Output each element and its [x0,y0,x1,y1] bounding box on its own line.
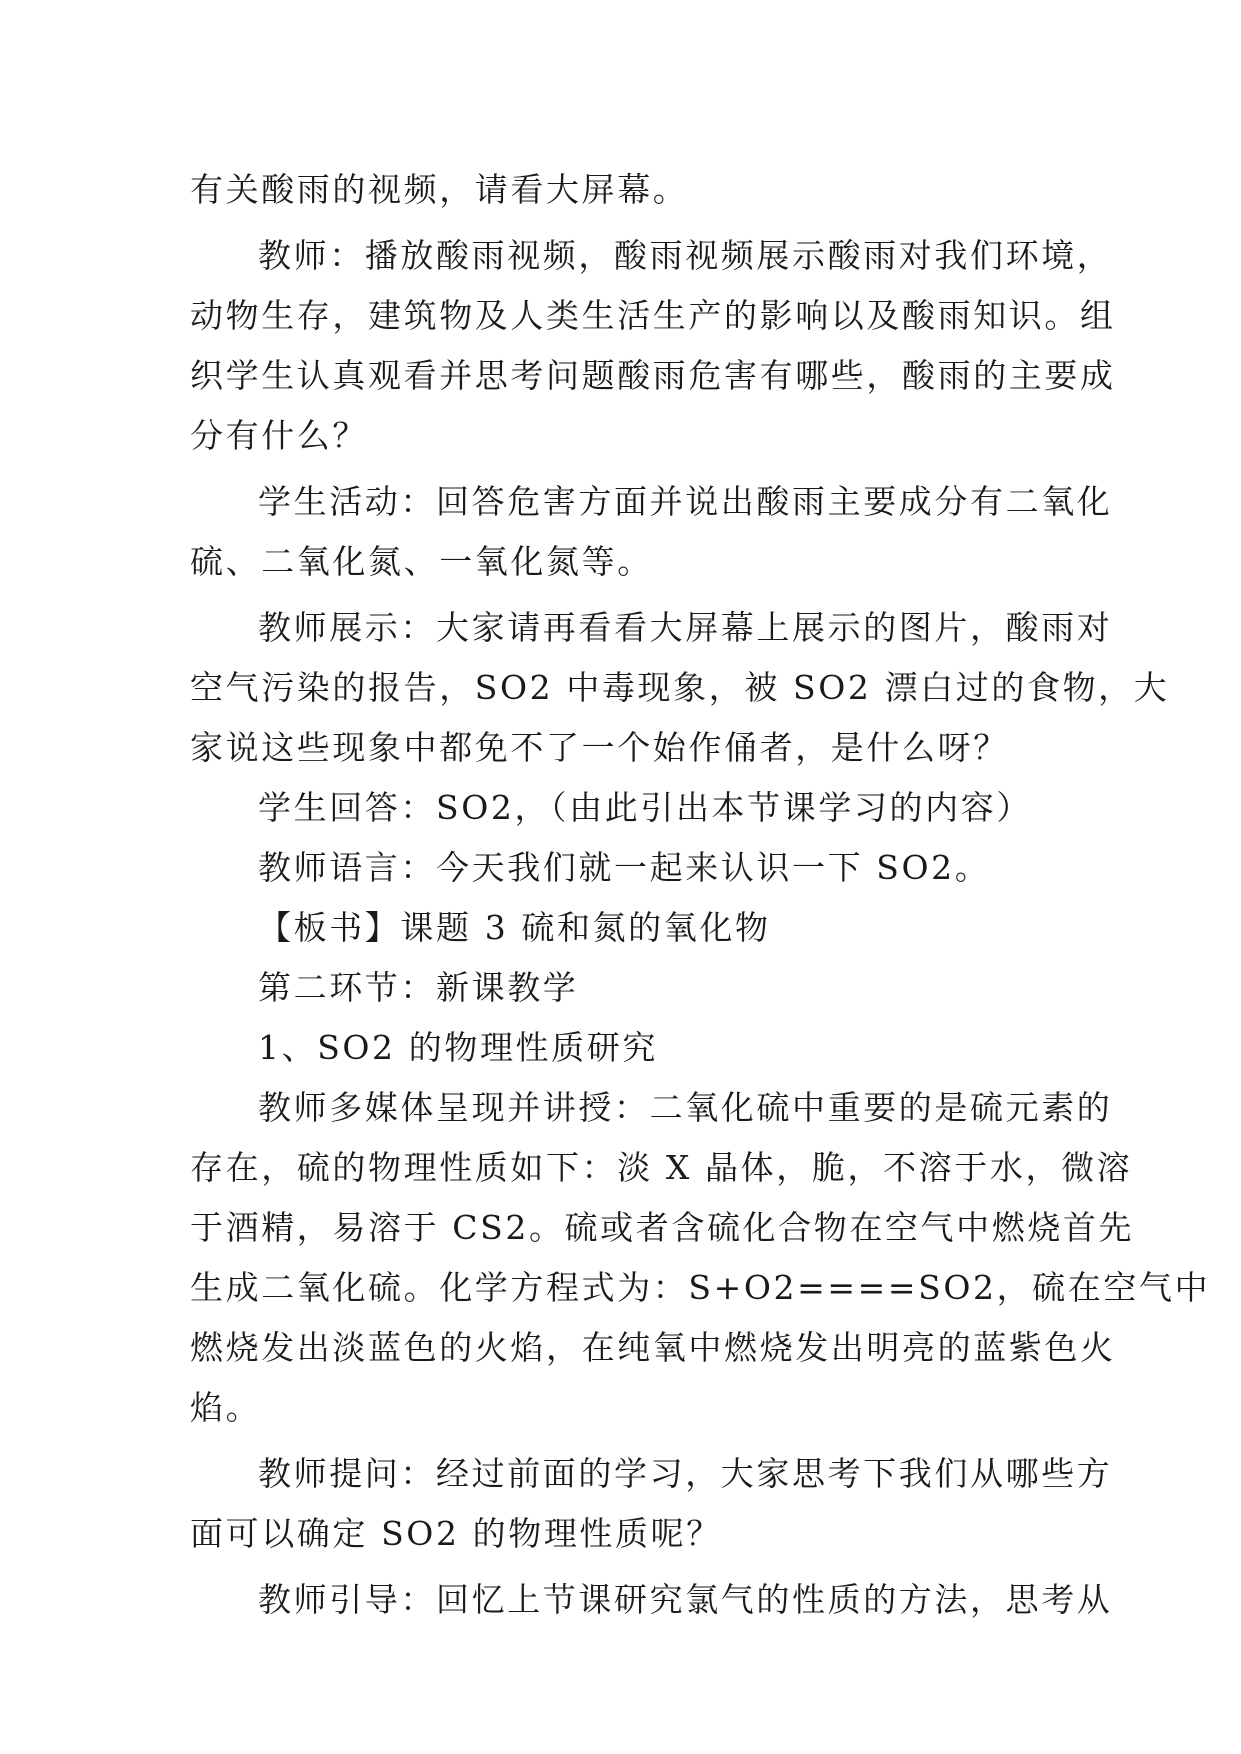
text-line: 生成二氧化硫。化学方程式为：S+O2====SO2，硫在空气中 [190,1268,1211,1307]
text-line: 第二环节：新课教学 [258,968,579,1007]
text-line: 家说这些现象中都免不了一个始作俑者，是什么呀？ [190,728,1009,767]
text-line: 学生活动：回答危害方面并说出酸雨主要成分有二氧化 [258,482,1113,521]
text-line: 织学生认真观看并思考问题酸雨危害有哪些，酸雨的主要成 [190,356,1116,395]
text-line: 分有什么？ [190,416,368,455]
text-line: 【板书】课题 3 硫和氮的氧化物 [258,908,771,947]
text-line: 焰。 [190,1388,262,1427]
text-line: 学生回答：SO2，（由此引出本节课学习的内容） [258,788,1032,827]
text-line: 教师：播放酸雨视频，酸雨视频展示酸雨对我们环境， [258,236,1113,275]
text-line: 有关酸雨的视频，请看大屏幕。 [190,170,689,209]
text-line: 动物生存，建筑物及人类生活生产的影响以及酸雨知识。组 [190,296,1116,335]
text-line: 存在，硫的物理性质如下：淡 X 晶体，脆，不溶于水，微溶 [190,1148,1133,1187]
text-line: 教师多媒体呈现并讲授：二氧化硫中重要的是硫元素的 [258,1088,1113,1127]
text-line: 硫、二氧化氮、一氧化氮等。 [190,542,653,581]
text-line: 空气污染的报告，SO2 中毒现象，被 SO2 漂白过的食物，大 [190,668,1170,707]
text-line: 教师提问：经过前面的学习，大家思考下我们从哪些方 [258,1454,1113,1493]
text-line: 面可以确定 SO2 的物理性质呢？ [190,1514,722,1553]
text-line: 于酒精，易溶于 CS2。硫或者含硫化合物在空气中燃烧首先 [190,1208,1135,1247]
text-line: 1、SO2 的物理性质研究 [258,1028,658,1067]
text-line: 燃烧发出淡蓝色的火焰，在纯氧中燃烧发出明亮的蓝紫色火 [190,1328,1116,1367]
text-line: 教师语言：今天我们就一起来认识一下 SO2。 [258,848,991,887]
text-line: 教师引导：回忆上节课研究氯气的性质的方法，思考从 [258,1580,1113,1619]
document-body [190,160,1211,1630]
text-line: 教师展示：大家请再看看大屏幕上展示的图片，酸雨对 [258,608,1113,647]
